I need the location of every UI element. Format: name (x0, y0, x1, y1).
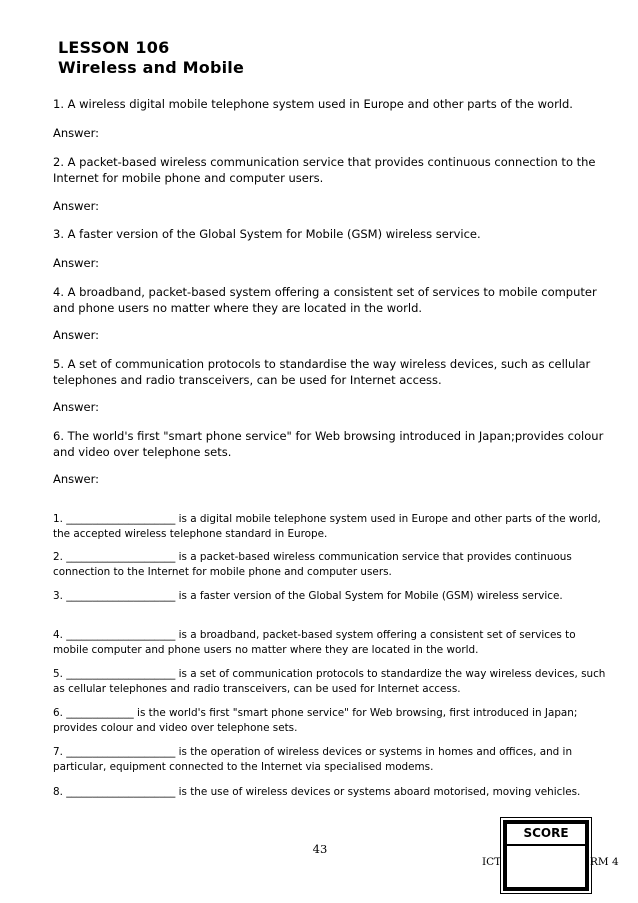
answer-label-5: Answer: (53, 400, 100, 414)
fill-blank-1: 1. _____________________ is a digital mobile telephone system used in Europe and other parts of the world, the accepted wireless telephone standard in Europe. (53, 513, 605, 540)
lesson-number: LESSON 106 (58, 38, 170, 57)
fill-blank-3: 3. _____________________ is a faster version of the Global System for Mobile (GSM) wireless service. (53, 590, 563, 602)
footer-subject: ICT (482, 856, 502, 868)
page-number: 43 (312, 842, 328, 856)
lesson-topic: Wireless and Mobile (58, 58, 245, 77)
fill-blank-2: 2. _____________________ is a packet-based wireless communication service that provides continuous connection to the Internet for mobile phone and computer users. (53, 551, 576, 578)
fill-blank-7: 7. _____________________ is the operation of wireless devices or systems in homes and offices, and in particular, equipment connected to the Internet via specialised modems. (53, 746, 576, 773)
fill-blank-8: 8. _____________________ is the use of wireless devices or systems aboard motorised, moving vehicles. (53, 786, 581, 798)
score-divider (507, 844, 585, 846)
answer-label-6: Answer: (53, 472, 100, 486)
lesson-title (58, 38, 244, 78)
score-box (503, 820, 589, 891)
question-3: 3. A faster version of the Global System for Mobile (GSM) wireless service. (53, 227, 481, 241)
answer-label-3: Answer: (53, 256, 100, 270)
fill-blank-5: 5. _____________________ is a set of communication protocols to standardize the way wireless devices, such as cellular telephones and radio transceivers, can be used for Internet access. (53, 668, 609, 695)
answer-label-4: Answer: (53, 328, 100, 342)
question-2: 2. A packet-based wireless communication service that provides continuous connection to the Internet for mobile phone and computer users. (53, 155, 600, 185)
question-5: 5. A set of communication protocols to standardise the way wireless devices, such as cellular telephones and radio transceivers, can be used for Internet access. (53, 357, 594, 387)
score-label: SCORE (523, 826, 569, 840)
footer-term: RM 4 (590, 856, 619, 868)
question-1: 1. A wireless digital mobile telephone system used in Europe and other parts of the world. (53, 97, 573, 111)
answer-label-2: Answer: (53, 199, 100, 213)
fill-blank-4: 4. _____________________ is a broadband, packet-based system offering a consistent set of services to mobile computer and phone users no matter where they are located in the world. (53, 629, 579, 656)
question-6: 6. The world's first "smart phone service" for Web browsing introduced in Japan;provides colour and video over telephone sets. (53, 429, 607, 459)
fill-blank-6: 6. _____________ is the world's first "smart phone service" for Web browsing, first introduced in Japan; provides colour and video over telephone sets. (53, 707, 581, 734)
answer-label-1: Answer: (53, 126, 100, 140)
question-4: 4. A broadband, packet-based system offering a consistent set of services to mobile computer and phone users no matter where they are located in the world. (53, 285, 601, 315)
